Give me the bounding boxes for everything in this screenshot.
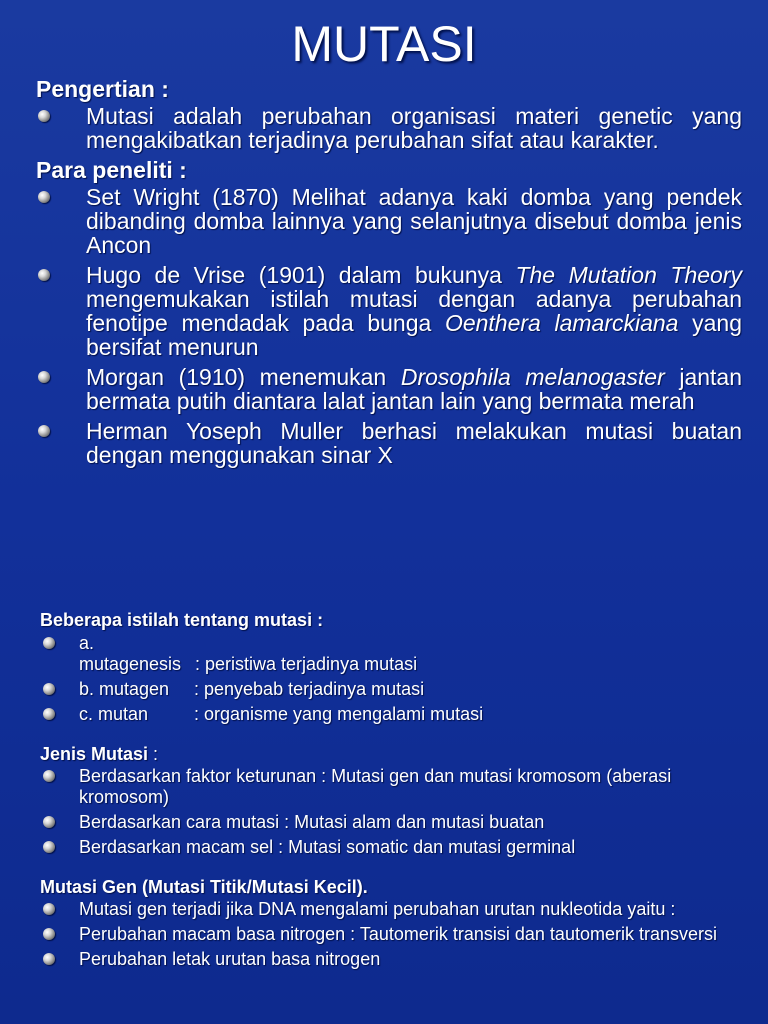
jenis-text: Berdasarkan macam sel : Mutasi somatic dan mutasi germinal (79, 837, 576, 857)
peneliti-text: Herman Yoseph Muller berhasi melakukan mutasi buatan dengan menggunakan sinar X (86, 418, 742, 468)
jenis-heading (40, 742, 740, 766)
bullet-icon (43, 903, 55, 915)
peneliti-item-wright (36, 185, 742, 257)
secondary-section (40, 608, 740, 970)
pengertian-item (36, 104, 742, 152)
istilah-item (40, 633, 740, 675)
istilah-term: c. mutan (79, 704, 149, 724)
peneliti-text-e: yang bersifat menurun (86, 310, 742, 360)
jenis-item (40, 766, 740, 808)
istilah-heading: Beberapa istilah tentang mutasi : (40, 610, 324, 630)
bullet-icon (38, 269, 50, 281)
bullet-icon (43, 708, 55, 720)
jenis-heading-colon: : (148, 744, 159, 764)
gen-heading: Mutasi Gen (Mutasi Titik/Mutasi Kecil). (40, 877, 368, 897)
gen-text: Mutasi gen terjadi jika DNA mengalami perubahan urutan nukleotida yaitu : (79, 899, 676, 919)
pengertian-heading: Pengertian : (36, 76, 169, 102)
jenis-text: Berdasarkan faktor keturunan : Mutasi gen dan mutasi kromosom (aberasi kromosom) (79, 766, 672, 807)
book-title: The Mutation Theory (515, 262, 742, 288)
gen-text: Perubahan letak urutan basa nitrogen (79, 949, 381, 969)
jenis-heading-text: Jenis Mutasi (40, 744, 149, 764)
species-name: Oenthera lamarckiana (444, 310, 679, 336)
bullet-icon (43, 841, 55, 853)
istilah-item (40, 679, 740, 700)
species-name: Drosophila melanogaster (400, 364, 665, 390)
bullet-icon (38, 371, 50, 383)
istilah-term: a. mutagenesis (79, 633, 182, 674)
peneliti-heading: Para peneliti : (36, 157, 187, 183)
slide-title: MUTASI (291, 16, 477, 72)
istilah-def: : peristiwa terjadinya mutasi (195, 654, 418, 674)
bullet-icon (43, 637, 55, 649)
bullet-icon (38, 425, 50, 437)
gen-item (40, 924, 740, 945)
jenis-item (40, 837, 740, 858)
peneliti-item-devrise (36, 263, 742, 359)
bullet-icon (43, 770, 55, 782)
peneliti-text-a: Morgan (1910) menemukan (86, 364, 401, 390)
main-section (36, 74, 742, 467)
bullet-icon (43, 683, 55, 695)
istilah-term: b. mutagen (79, 679, 170, 699)
istilah-def: : organisme yang mengalami mutasi (194, 704, 484, 724)
bullet-icon (43, 816, 55, 828)
peneliti-text-c: mengemukakan istilah mutasi dengan adanya perubahan fenotipe mendadak pada bunga (86, 286, 742, 336)
istilah-def: : penyebab terjadinya mutasi (194, 679, 425, 699)
peneliti-item-morgan (36, 365, 742, 413)
peneliti-text-c: jantan bermata putih diantara lalat jantan lain yang bermata merah (86, 364, 742, 414)
gen-item (40, 899, 740, 920)
pengertian-text: Mutasi adalah perubahan organisasi materi genetic yang mengakibatkan terjadinya perubahan sifat atau karakter. (86, 103, 742, 153)
jenis-text: Berdasarkan cara mutasi : Mutasi alam dan mutasi buatan (79, 812, 545, 832)
peneliti-text-a: Hugo de Vrise (1901) dalam bukunya (86, 262, 516, 288)
jenis-item (40, 812, 740, 833)
peneliti-item-muller (36, 419, 742, 467)
bullet-icon (43, 928, 55, 940)
gen-text: Perubahan macam basa nitrogen : Tautomerik transisi dan tautomerik transversi (79, 924, 717, 944)
peneliti-text: Set Wright (1870) Melihat adanya kaki domba yang pendek dibanding domba lainnya yang selanjutnya disebut domba jenis Ancon (86, 184, 742, 258)
bullet-icon (43, 953, 55, 965)
bullet-icon (38, 110, 50, 122)
bullet-icon (38, 191, 50, 203)
istilah-item (40, 704, 740, 725)
gen-item (40, 949, 740, 970)
